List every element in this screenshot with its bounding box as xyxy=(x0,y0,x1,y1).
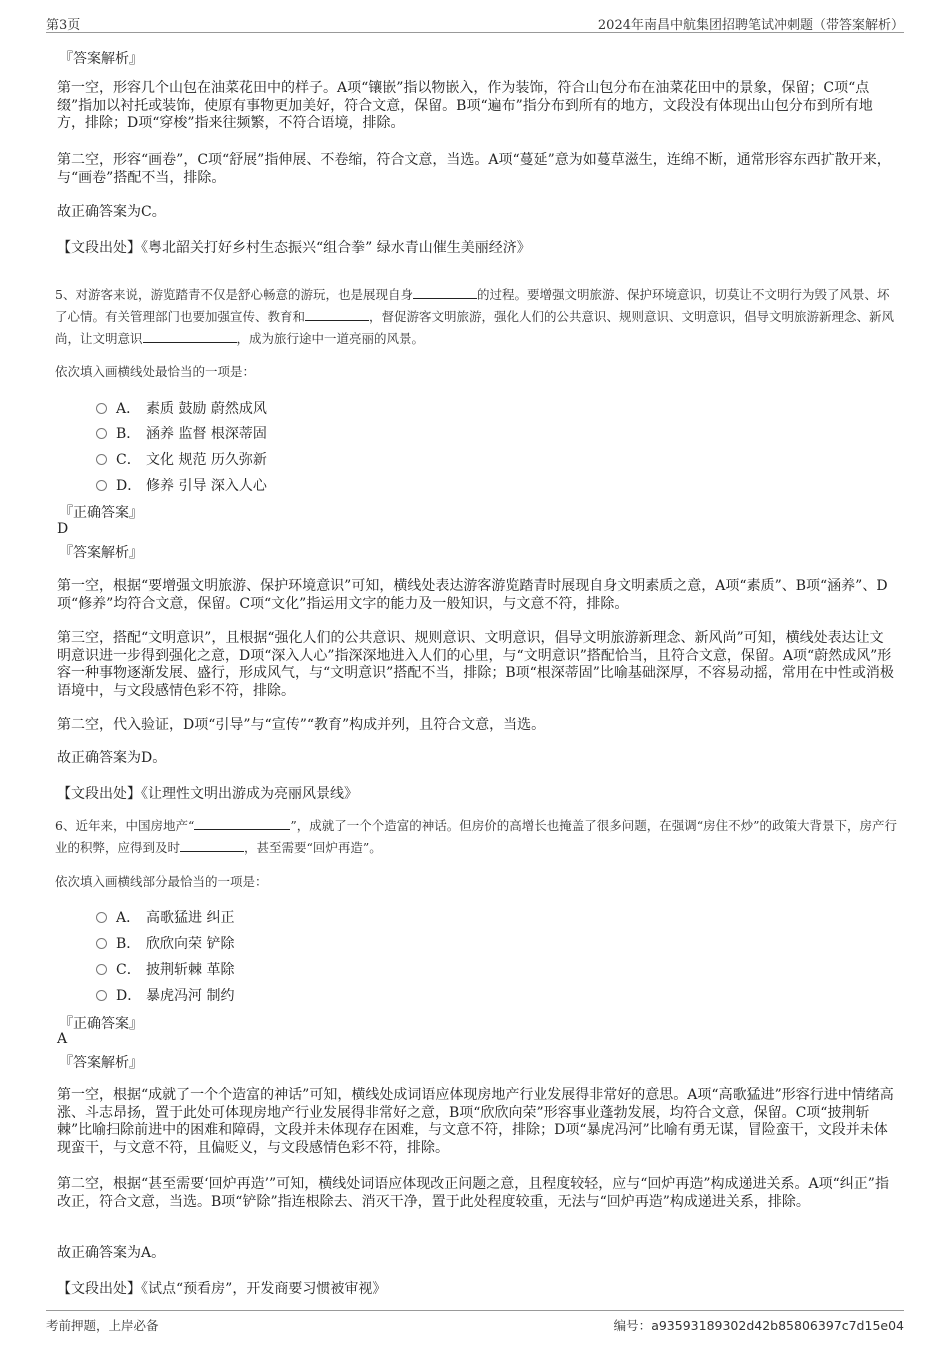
analysis-paragraph: 第一空，形容几个山包在油菜花田中的样子。A项“镶嵌”指以物嵌入，作为装饰，符合山包分布在油菜花田中的景象，保留；C项“点缀”指加以衬托或装饰，使原有事物更加美好，符合文意，保留。B项“遍布”指分布到所有的地方，文段没有体现出山包分布到所有地方，排除；D项“穿梭”指来往频繁，不符合语境，排除。 xyxy=(57,80,873,131)
option-b[interactable]: B． 欣欣向荣 铲除 xyxy=(96,933,234,953)
radio-button[interactable] xyxy=(96,403,107,414)
option-a[interactable]: A． 素质 鼓励 蔚然成风 xyxy=(96,398,267,418)
correct-answer: A xyxy=(57,1031,68,1047)
analysis-paragraph: 第二空，代入验证，D项“引导”与“宣传”“教育”构成并列，且符合文意，当选。 xyxy=(57,717,546,733)
correct-answer-tag: 『正确答案』 xyxy=(59,505,143,521)
document-code: 编号：a93593189302d42b85806397c7d15e04 xyxy=(613,1318,904,1333)
radio-button[interactable] xyxy=(96,938,107,949)
question-instruction: 依次填入画横线部分最恰当的一项是： xyxy=(55,874,268,889)
analysis-paragraph: 第三空，搭配“文明意识”，且根据“强化人们的公共意识、规则意识、文明意识，倡导文明旅游新理念、新风尚”可知，横线处表达让文明意识进一步得到强化之意，D项“深入人心”指深深地进入人们的心里，与“文明意识”搭配恰当，且符合文意，保留。A项“蔚然成风”形容一种事物逐渐发展、盛行，形成风气，与“文明意识”搭配不当，排除；B项“根深蒂固”比喻基础深厚，不容易动摇，常用在中性或消极语境中，与文段感情色彩不符，排除。 xyxy=(57,630,894,699)
analysis-paragraph: 第二空，形容“画卷”，C项“舒展”指伸展、不卷缩，符合文意，当选。A项“蔓延”意为如蔓草滋生，连绵不断，通常形容东西扩散开来，与“画卷”搭配不当，排除。 xyxy=(57,152,891,186)
page-footer xyxy=(46,1310,904,1335)
analysis-tag: 『答案解析』 xyxy=(59,51,143,67)
page-header xyxy=(46,12,904,33)
option-c[interactable]: C． 文化 规范 历久弥新 xyxy=(96,449,267,469)
question-instruction: 依次填入画横线处最恰当的一项是： xyxy=(55,364,256,379)
correct-answer: D xyxy=(57,521,69,537)
document-title: 2024年南昌中航集团招聘笔试冲刺题（带答案解析） xyxy=(597,18,904,33)
radio-button[interactable] xyxy=(96,912,107,923)
radio-button[interactable] xyxy=(96,480,107,491)
option-b[interactable]: B． 涵养 监督 根深蒂固 xyxy=(96,423,267,443)
analysis-paragraph: 故正确答案为A。 xyxy=(57,1245,166,1261)
analysis-tag: 『答案解析』 xyxy=(59,545,143,561)
analysis-paragraph: 第一空，根据“成就了一个个造富的神话”可知，横线处成词语应体现房地产行业发展得非常好的意思。A项“高歌猛进”形容行进中情绪高涨、斗志昂扬，置于此处可体现房地产行业发展得非常好之意，B项“欣欣向荣”形容事业蓬勃发展，均符合文意，保留。C项“披荆斩棘”比喻扫除前进中的困难和障碍，文段并未体现存在困难，与文意不符，排除；D项“暴虎冯河”比喻有勇无谋，冒险蛮干，文段并未体现蛮干，与文意不符，且偏贬义，与文段感情色彩不符，排除。 xyxy=(57,1087,894,1156)
radio-button[interactable] xyxy=(96,454,107,465)
answer-blank xyxy=(413,285,477,299)
option-d[interactable]: D． 修养 引导 深入人心 xyxy=(96,475,267,495)
radio-button[interactable] xyxy=(96,964,107,975)
analysis-paragraph: 第一空，根据“要增强文明旅游、保护环境意识”可知，横线处表达游客游览踏青时展现自身文明素质之意，A项“素质”、B项“涵养”、D项“修养”均符合文意，保留。C项“文化”指运用文字的能力及一般知识，与文意不符，排除。 xyxy=(57,578,888,612)
question-5-text: 5、对游客来说，游览踏青不仅是舒心畅意的游玩，也是展现自身 的过程。要增强文明旅游、保护环境意识，切莫让不文明行为毁了风景、坏了心情。有关管理部门也要加强宣传、教育和 ，督促游客文明旅游，强化人们的公共意识、规则意识、文明意识，倡导文明旅游新理念、新风尚，让文明意识 ，成为旅行途中一道亮丽的风景。 xyxy=(55,287,895,346)
footer-slogan: 考前押题，上岸必备 xyxy=(46,1318,159,1333)
option-d[interactable]: D． 暴虎冯河 制约 xyxy=(96,985,234,1005)
radio-button[interactable] xyxy=(96,428,107,439)
analysis-paragraph: 第二空，根据“甚至需要‘回炉再造’”可知，横线处词语应体现改正问题之意，且程度较轻，应与“回炉再造”构成递进关系。A项“纠正”指改正，符合文意，当选。B项“铲除”指连根除去、消灭干净，置于此处程度较重，无法与“回炉再造”构成递进关系，排除。 xyxy=(57,1176,889,1210)
answer-blank xyxy=(143,329,237,343)
answer-blank xyxy=(305,307,369,321)
source-citation: 【文段出处】《让理性文明出游成为亮丽风景线》 xyxy=(57,786,358,802)
analysis-paragraph: 故正确答案为D。 xyxy=(57,750,167,766)
option-a[interactable]: A． 高歌猛进 纠正 xyxy=(96,907,234,927)
question-6-text: 6、近年来，中国房地产“ ”，成就了一个个造富的神话。但房价的高增长也掩盖了很多问题，在强调“房住不炒”的政策大背景下，房产行业的积弊，应得到及时 ，甚至需要“回炉再造”。 xyxy=(55,818,898,855)
source-citation: 【文段出处】《试点“预看房”，开发商要习惯被审视》 xyxy=(57,1281,387,1297)
page-number: 第3页 xyxy=(46,18,81,33)
option-c[interactable]: C． 披荆斩棘 革除 xyxy=(96,959,234,979)
answer-blank xyxy=(194,816,290,830)
source-citation: 【文段出处】《粤北韶关打好乡村生态振兴“组合拳” 绿水青山催生美丽经济》 xyxy=(57,240,531,256)
analysis-paragraph: 故正确答案为C。 xyxy=(57,204,166,220)
radio-button[interactable] xyxy=(96,990,107,1001)
analysis-tag: 『答案解析』 xyxy=(59,1055,143,1071)
answer-blank xyxy=(180,838,244,852)
correct-answer-tag: 『正确答案』 xyxy=(59,1016,143,1032)
